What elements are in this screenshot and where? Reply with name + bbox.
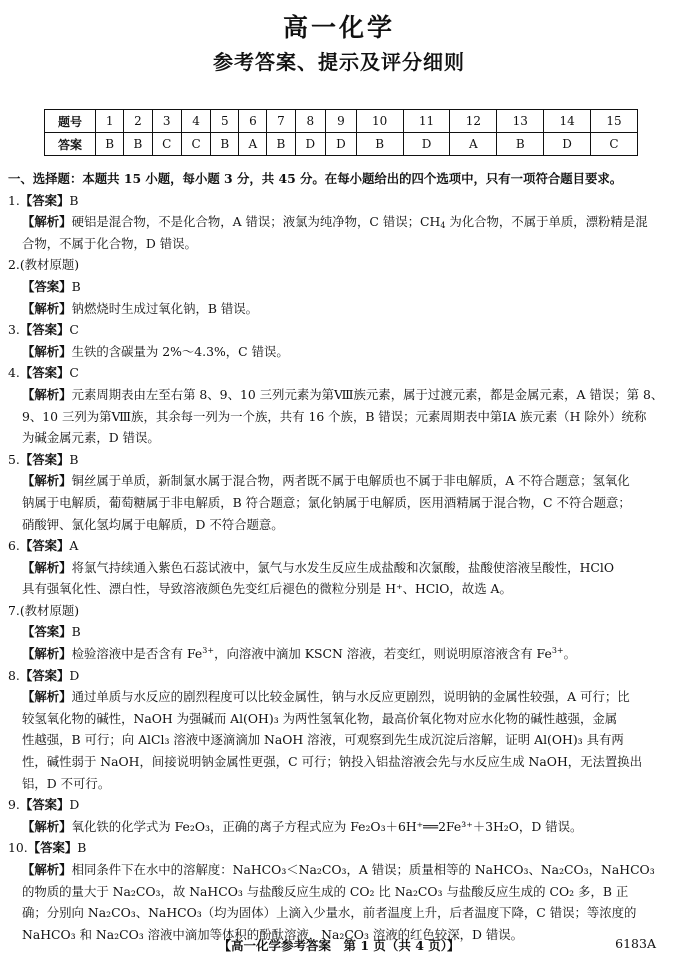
analysis-tag: 【解析】 (22, 214, 72, 230)
question-3-answer: 3.【答案】C (8, 322, 79, 338)
question-4-answer: 4.【答案】C (8, 365, 79, 381)
question-number-cell: 4 (181, 110, 210, 133)
question-8-analysis-cont: 铝，D 不可行。 (22, 775, 111, 791)
question-4-analysis: 【解析】元素周期表由左至右第 8、9、10 三列元素为第Ⅷ族元素，属于过渡元素，都是金属元素，A 错误；第 8、 (22, 386, 664, 402)
question-5-analysis-cont: 钠属于电解质，葡萄糖属于非电解质，B 符合题意；氯化钠属于电解质，医用酒精属于混合物，C 不符合题意； (22, 494, 631, 510)
answer-cell: A (239, 133, 267, 156)
question-1-analysis: 【解析】硬铝是混合物，不是化合物，A 错误；液氯为纯净物，C 错误；$CH_4$ 为化合物，不属于单质，漂粉精是混 (22, 214, 648, 231)
question-8-analysis-cont: 较氢氧化物的碱性，NaOH 为强碱而 Al(OH)₃ 为两性氢氧化物，最高价氧化物对应水化物的碱性越强，金属 (22, 710, 618, 726)
question-7-header: 7.(教材原题) (8, 602, 80, 618)
page-subtitle: 参考答案、提示及评分细则 (213, 50, 465, 74)
answer-explanations (8, 168, 668, 945)
row-label: 题号 (45, 110, 96, 133)
question-10-answer: 10.【答案】B (8, 840, 87, 856)
question-number-cell: 11 (403, 110, 450, 133)
question-2-answer: 【答案】B (22, 278, 81, 294)
row-label: 答案 (45, 133, 96, 156)
question-7-analysis: 【解析】检验溶液中是否含有 $Fe^{3+}$，向溶液中滴加 KSCN 溶液，若变红，则说明原溶液含有 $Fe^{3+}$。 (22, 646, 576, 662)
answer-cell: D (295, 133, 326, 156)
question-5-analysis-cont: 硝酸钾、氯化氢均属于电解质，D 不符合题意。 (22, 516, 284, 532)
question-number-cell: 7 (267, 110, 295, 133)
question-10-analysis: 【解析】相同条件下在水中的溶解度：NaHCO₃＜Na₂CO₃，A 错误；质量相等的 NaHCO₃、Na₂CO₃，NaHCO₃ (22, 862, 655, 877)
question-8-analysis: 【解析】通过单质与水反应的剧烈程度可以比较金属性，钠与水反应更剧烈，说明钠的金属性较强，A 可行；比 (22, 689, 630, 705)
question-6-analysis-cont: 具有强氧化性、漂白性，导致溶液颜色先变红后褪色的微粒分别是 H⁺、HClO，故选 A。 (22, 581, 512, 597)
question-10-analysis-cont: 确；分别向 Na₂CO₃、NaHCO₃（均为固体）上滴入少量水，前者温度上升，后者温度下降，C 错误；等浓度的 (22, 905, 637, 921)
footer-page-info: 【高一化学参考答案 第 1 页（共 4 页）】 (218, 938, 460, 953)
answer-cell: B (96, 133, 124, 156)
answer-value: B (69, 192, 79, 208)
question-7-answer: 【答案】B (22, 624, 81, 640)
answer-cell: D (326, 133, 357, 156)
question-number-cell: 13 (497, 110, 544, 133)
question-10-analysis-cont: NaHCO₃ 和 Na₂CO₃ 溶液中滴加等体积的酚酞溶液，Na₂CO₃ 溶液的红色较深，D 错误。 (22, 926, 524, 942)
answer-cell: C (181, 133, 210, 156)
question-5-answer: 5.【答案】B (8, 451, 79, 467)
question-3-analysis: 【解析】生铁的含碳量为 2%～4.3%，C 错误。 (22, 343, 289, 359)
question-9-answer: 9.【答案】D (8, 797, 80, 813)
question-number-cell: 5 (211, 110, 239, 133)
answer-cell: B (356, 133, 403, 156)
question-number-cell: 8 (295, 110, 326, 133)
question-number-cell: 2 (124, 110, 152, 133)
question-number-cell: 10 (356, 110, 403, 133)
question-4-analysis-cont: 为碱金属元素，D 错误。 (22, 430, 160, 446)
page-title: 高一化学 (282, 13, 395, 42)
question-5-analysis: 【解析】铜丝属于单质，新制氯水属于混合物，两者既不属于电解质也不属于非电解质，A 不符合题意；氢氧化 (22, 473, 630, 489)
question-10-analysis-cont: 的物质的量大于 Na₂CO₃，故 NaHCO₃ 与盐酸反应生成的 CO₂ 比 Na₂CO₃ 与盐酸反应生成的 CO₂ 多，B 正 (22, 883, 629, 899)
question-8-answer: 8.【答案】D (8, 667, 80, 683)
answer-cell: B (267, 133, 295, 156)
question-9-analysis: 【解析】氧化铁的化学式为 Fe₂O₃，正确的离子方程式应为 Fe₂O₃＋6H⁺══2Fe³⁺＋3H₂O，D 错误。 (22, 818, 583, 834)
footer-code: 6183A (615, 936, 656, 951)
section-heading: 一、选择题：本题共 15 小题，每小题 3 分，共 45 分。在每小题给出的四个选项中，只有一项符合题目要求。 (8, 171, 623, 186)
question-6-analysis: 【解析】将氯气持续通入紫色石蕊试液中，氯气与水发生反应生成盐酸和次氯酸，盐酸使溶液呈酸性，HClO (22, 559, 614, 575)
question-number-cell: 12 (450, 110, 497, 133)
question-number-row (45, 110, 638, 133)
question-1-analysis-cont: 合物，不属于化合物，D 错误。 (22, 235, 197, 251)
question-2-header: 2.(教材原题) (8, 257, 80, 273)
question-number-cell: 15 (591, 110, 638, 133)
answer-cell: B (497, 133, 544, 156)
question-number-cell: 9 (326, 110, 357, 133)
question-6-answer: 6.【答案】A (8, 538, 79, 554)
answer-table (44, 109, 638, 156)
answer-cell: B (211, 133, 239, 156)
question-number-cell: 3 (152, 110, 181, 133)
answer-cell: B (124, 133, 152, 156)
question-4-analysis-cont: 9、10 三列为第Ⅷ族，其余每一列为一个族，共有 16 个族，B 错误；元素周期表中第ⅠA 族元素（H 除外）统称 (22, 408, 647, 424)
question-number-cell: 6 (239, 110, 267, 133)
question-8-analysis-cont: 性越强，B 可行；向 AlCl₃ 溶液中逐滴滴加 NaOH 溶液，可观察到先生成沉淀后溶解，证明 Al(OH)₃ 具有两 (22, 732, 624, 748)
answer-cell: C (152, 133, 181, 156)
question-1-answer (8, 190, 668, 212)
answer-cell: A (450, 133, 497, 156)
answer-row (45, 133, 638, 156)
question-number: 1. (8, 192, 20, 208)
answer-cell: C (591, 133, 638, 156)
question-8-analysis-cont: 性，碱性弱于 NaOH，间接说明钠金属性更强，C 可行；钠投入铝盐溶液会先与水反应生成 NaOH，无法置换出 (22, 754, 643, 770)
answer-cell: D (403, 133, 450, 156)
answer-cell: D (544, 133, 591, 156)
question-number-cell: 14 (544, 110, 591, 133)
answer-tag: 【答案】 (19, 192, 70, 208)
question-2-analysis: 【解析】钠燃烧时生成过氧化钠，B 错误。 (22, 300, 259, 316)
question-number-cell: 1 (96, 110, 124, 133)
